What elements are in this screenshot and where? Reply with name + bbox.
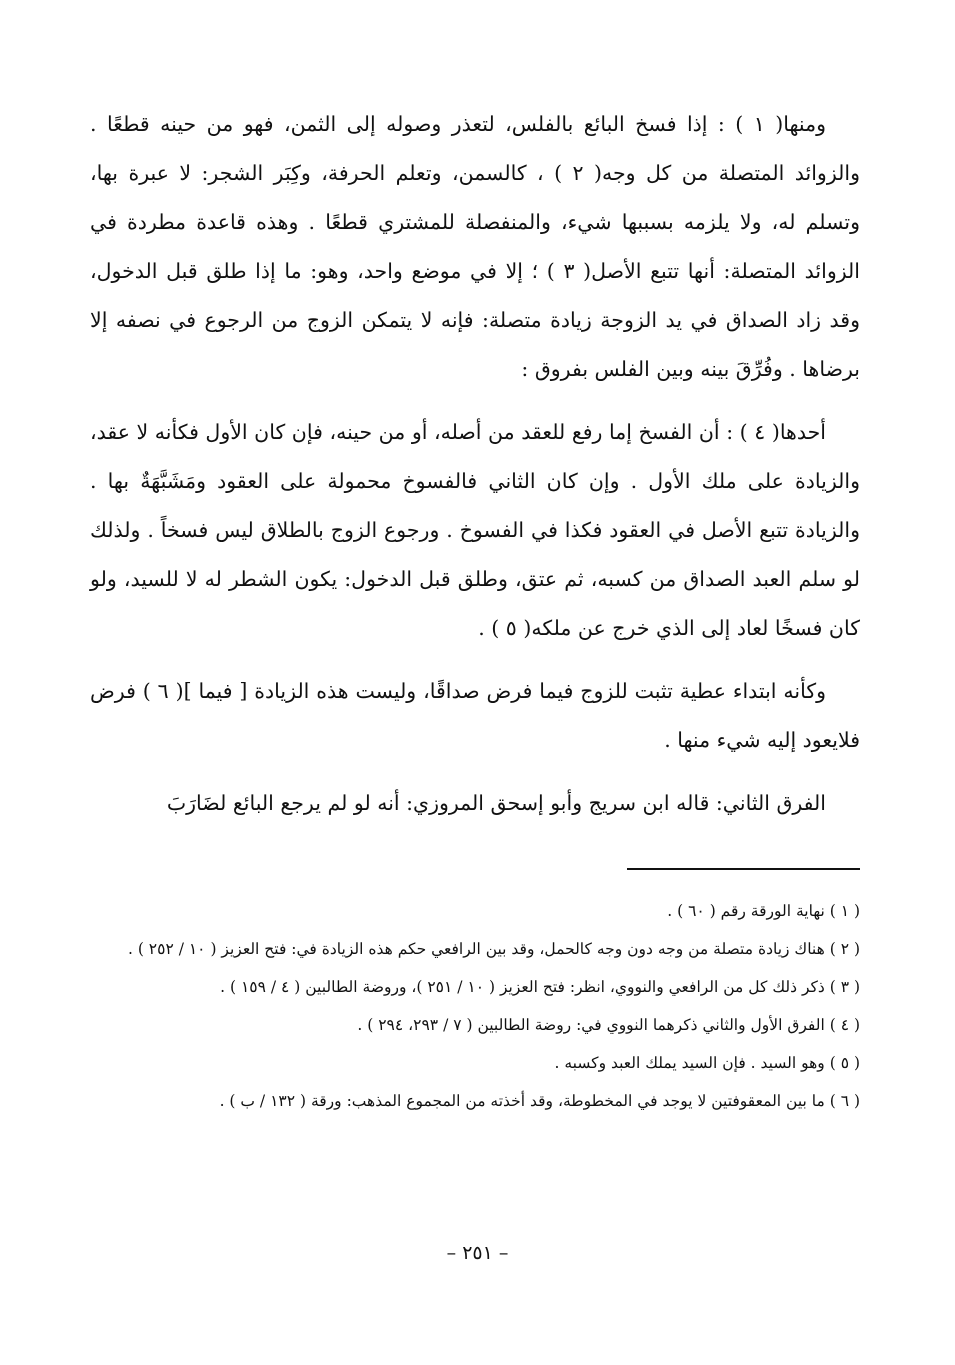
paragraph-1: ومنها( ١ ) : إذا فسخ البائع بالفلس، لتعذر وصوله إلى الثمن، فهو من حينه قطعًا . والزوائد المتصلة من كل وجه( ٢ ) ، كالسمن، وتعلم الحرفة، وكِبَر الشجر: لا عبرة بها، وتسلم له، ولا يلزمه بسببها شيء، والمنفصلة للمشتري قطعًا . وهذه قاعدة مطردة في الزوائد المتصلة: أنها تتبع الأصل( ٣ ) ؛ إلا في موضع واحد، وهو: ما إذا طلق قبل الدخول، وقد زاد الصداق في يد الزوجة زيادة متصلة: فإنه لا يتمكن الزوج من الرجوع في نصفه إلا برضاها . وفُرِّقَ بينه وبين الفلس بفروق : xyxy=(90,112,860,381)
page-number: – ٢٥١ – xyxy=(446,1242,509,1264)
footnotes-section xyxy=(90,892,860,1120)
footnote-6: ( ٦ ) ما بين المعقوفتين لا يوجد في المخطوطة، وقد أخذته من المجموع المذهب: ورقة ( ١٣٢ / ب ) . xyxy=(219,1092,860,1110)
paragraph-4: الفرق الثاني: قاله ابن سريج وأبو إسحق المروزي: أنه لو لم يرجع البائع لضَارَبَ xyxy=(166,791,826,815)
paragraph-3: وكأنه ابتداء عطية تثبت للزوج فيما فرض صداقًا، وليست هذه الزيادة [ فيما ]( ٦ ) فرض فلايعود إليه شيء منها . xyxy=(90,679,860,752)
footnote-divider xyxy=(627,868,860,870)
footnote-3: ( ٣ ) ذكر ذلك كل من الرافعي والنووي، انظر: فتح العزيز ( ١٠ / ٢٥١ )، وروضة الطالبين ( ٤ / ١٥٩ ) . xyxy=(220,978,860,996)
footnote-2: ( ٢ ) هناك زيادة متصلة من وجه دون وجه كالحمل، وقد بين الرافعي حكم هذه الزيادة في: فتح العزيز ( ١٠ / ٢٥٢ ) . xyxy=(127,940,860,958)
paragraph-2: أحدها( ٤ ) : أن الفسخ إما رفع للعقد من أصله، أو من حينه، فإن كان الأول فكأنه لا عقد، والزيادة على ملك الأول . وإن كان الثاني فالفسوخ محمولة على العقود ومَشَبَّهَةٌ بها . والزيادة تتبع الأصل في العقود فكذا في الفسوخ . ورجوع الزوج بالطلاق ليس فسخاً . ولذلك لو سلم العبد الصداق من كسبه، ثم عتق، وطلق قبل الدخول: يكون الشطر له لا للسيد، ولو كان فسخًا لعاد إلى الذي خرج عن ملكه( ٥ ) . xyxy=(90,420,860,640)
main-text-body xyxy=(90,100,860,842)
footnote-5: ( ٥ ) وهو السيد . فإن السيد يملك العبد وكسبه . xyxy=(554,1054,860,1072)
footnote-4: ( ٤ ) الفرق الأول والثاني ذكرهما النووي في: روضة الطالبين ( ٧ / ٢٩٣، ٢٩٤ ) . xyxy=(357,1016,860,1034)
footnote-1: ( ١ ) نهاية الورقة رقم ( ٦٠ ) . xyxy=(667,902,860,920)
